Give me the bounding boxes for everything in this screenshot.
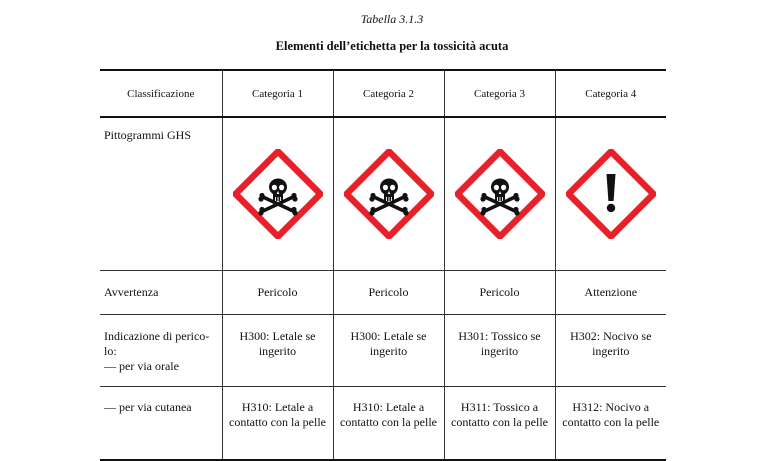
header-category-3: Categoria 3 <box>444 70 555 117</box>
header-category-1: Categoria 1 <box>222 70 333 117</box>
dermal-hazard-cell: H310: Letale a contatto con la pelle <box>333 387 444 461</box>
oral-hazard-row <box>100 315 666 387</box>
header-classification: Classificazione <box>100 70 222 117</box>
exclamation-mark-icon <box>566 149 656 239</box>
header-row <box>100 70 666 117</box>
signal-word-cell: Pericolo <box>444 271 555 315</box>
dermal-route-label: — per via cutanea <box>100 387 222 461</box>
hazard-statement-label: Indicazione di perico-lo: <box>104 329 210 358</box>
signal-word-cell: Pericolo <box>333 271 444 315</box>
signal-word-row <box>100 271 666 315</box>
signal-word-label: Avvertenza <box>100 271 222 315</box>
header-category-2: Categoria 2 <box>333 70 444 117</box>
skull-crossbones-icon <box>344 149 434 239</box>
oral-hazard-label <box>100 315 222 387</box>
pictogram-cell-4 <box>555 117 666 271</box>
signal-word-cell: Pericolo <box>222 271 333 315</box>
skull-crossbones-icon <box>455 149 545 239</box>
signal-word-cell: Attenzione <box>555 271 666 315</box>
dermal-hazard-cell: H311: Tossico a contatto con la pelle <box>444 387 555 461</box>
acute-toxicity-table <box>100 69 666 461</box>
pictogram-row <box>100 117 666 271</box>
table-caption: Tabella 3.1.3 <box>360 12 424 26</box>
skull-crossbones-icon <box>233 149 323 239</box>
oral-hazard-cell: H302: Nocivo se ingerito <box>555 315 666 387</box>
pictogram-cell-3 <box>444 117 555 271</box>
dermal-hazard-cell: H310: Letale a contatto con la pelle <box>222 387 333 461</box>
dermal-hazard-cell: H312: Nocivo a contatto con la pelle <box>555 387 666 461</box>
oral-hazard-cell: H301: Tossico se ingerito <box>444 315 555 387</box>
pictogram-cell-2 <box>333 117 444 271</box>
dermal-hazard-row <box>100 387 666 461</box>
pictogram-cell-1 <box>222 117 333 271</box>
oral-hazard-cell: H300: Letale se ingerito <box>222 315 333 387</box>
oral-route-label: — per via orale <box>104 359 179 373</box>
pictogram-row-label: Pittogrammi GHS <box>100 117 222 271</box>
header-category-4: Categoria 4 <box>555 70 666 117</box>
oral-hazard-cell: H300: Letale se ingerito <box>333 315 444 387</box>
table-title: Elementi dell’etichetta per la tossicità acuta <box>275 39 509 53</box>
